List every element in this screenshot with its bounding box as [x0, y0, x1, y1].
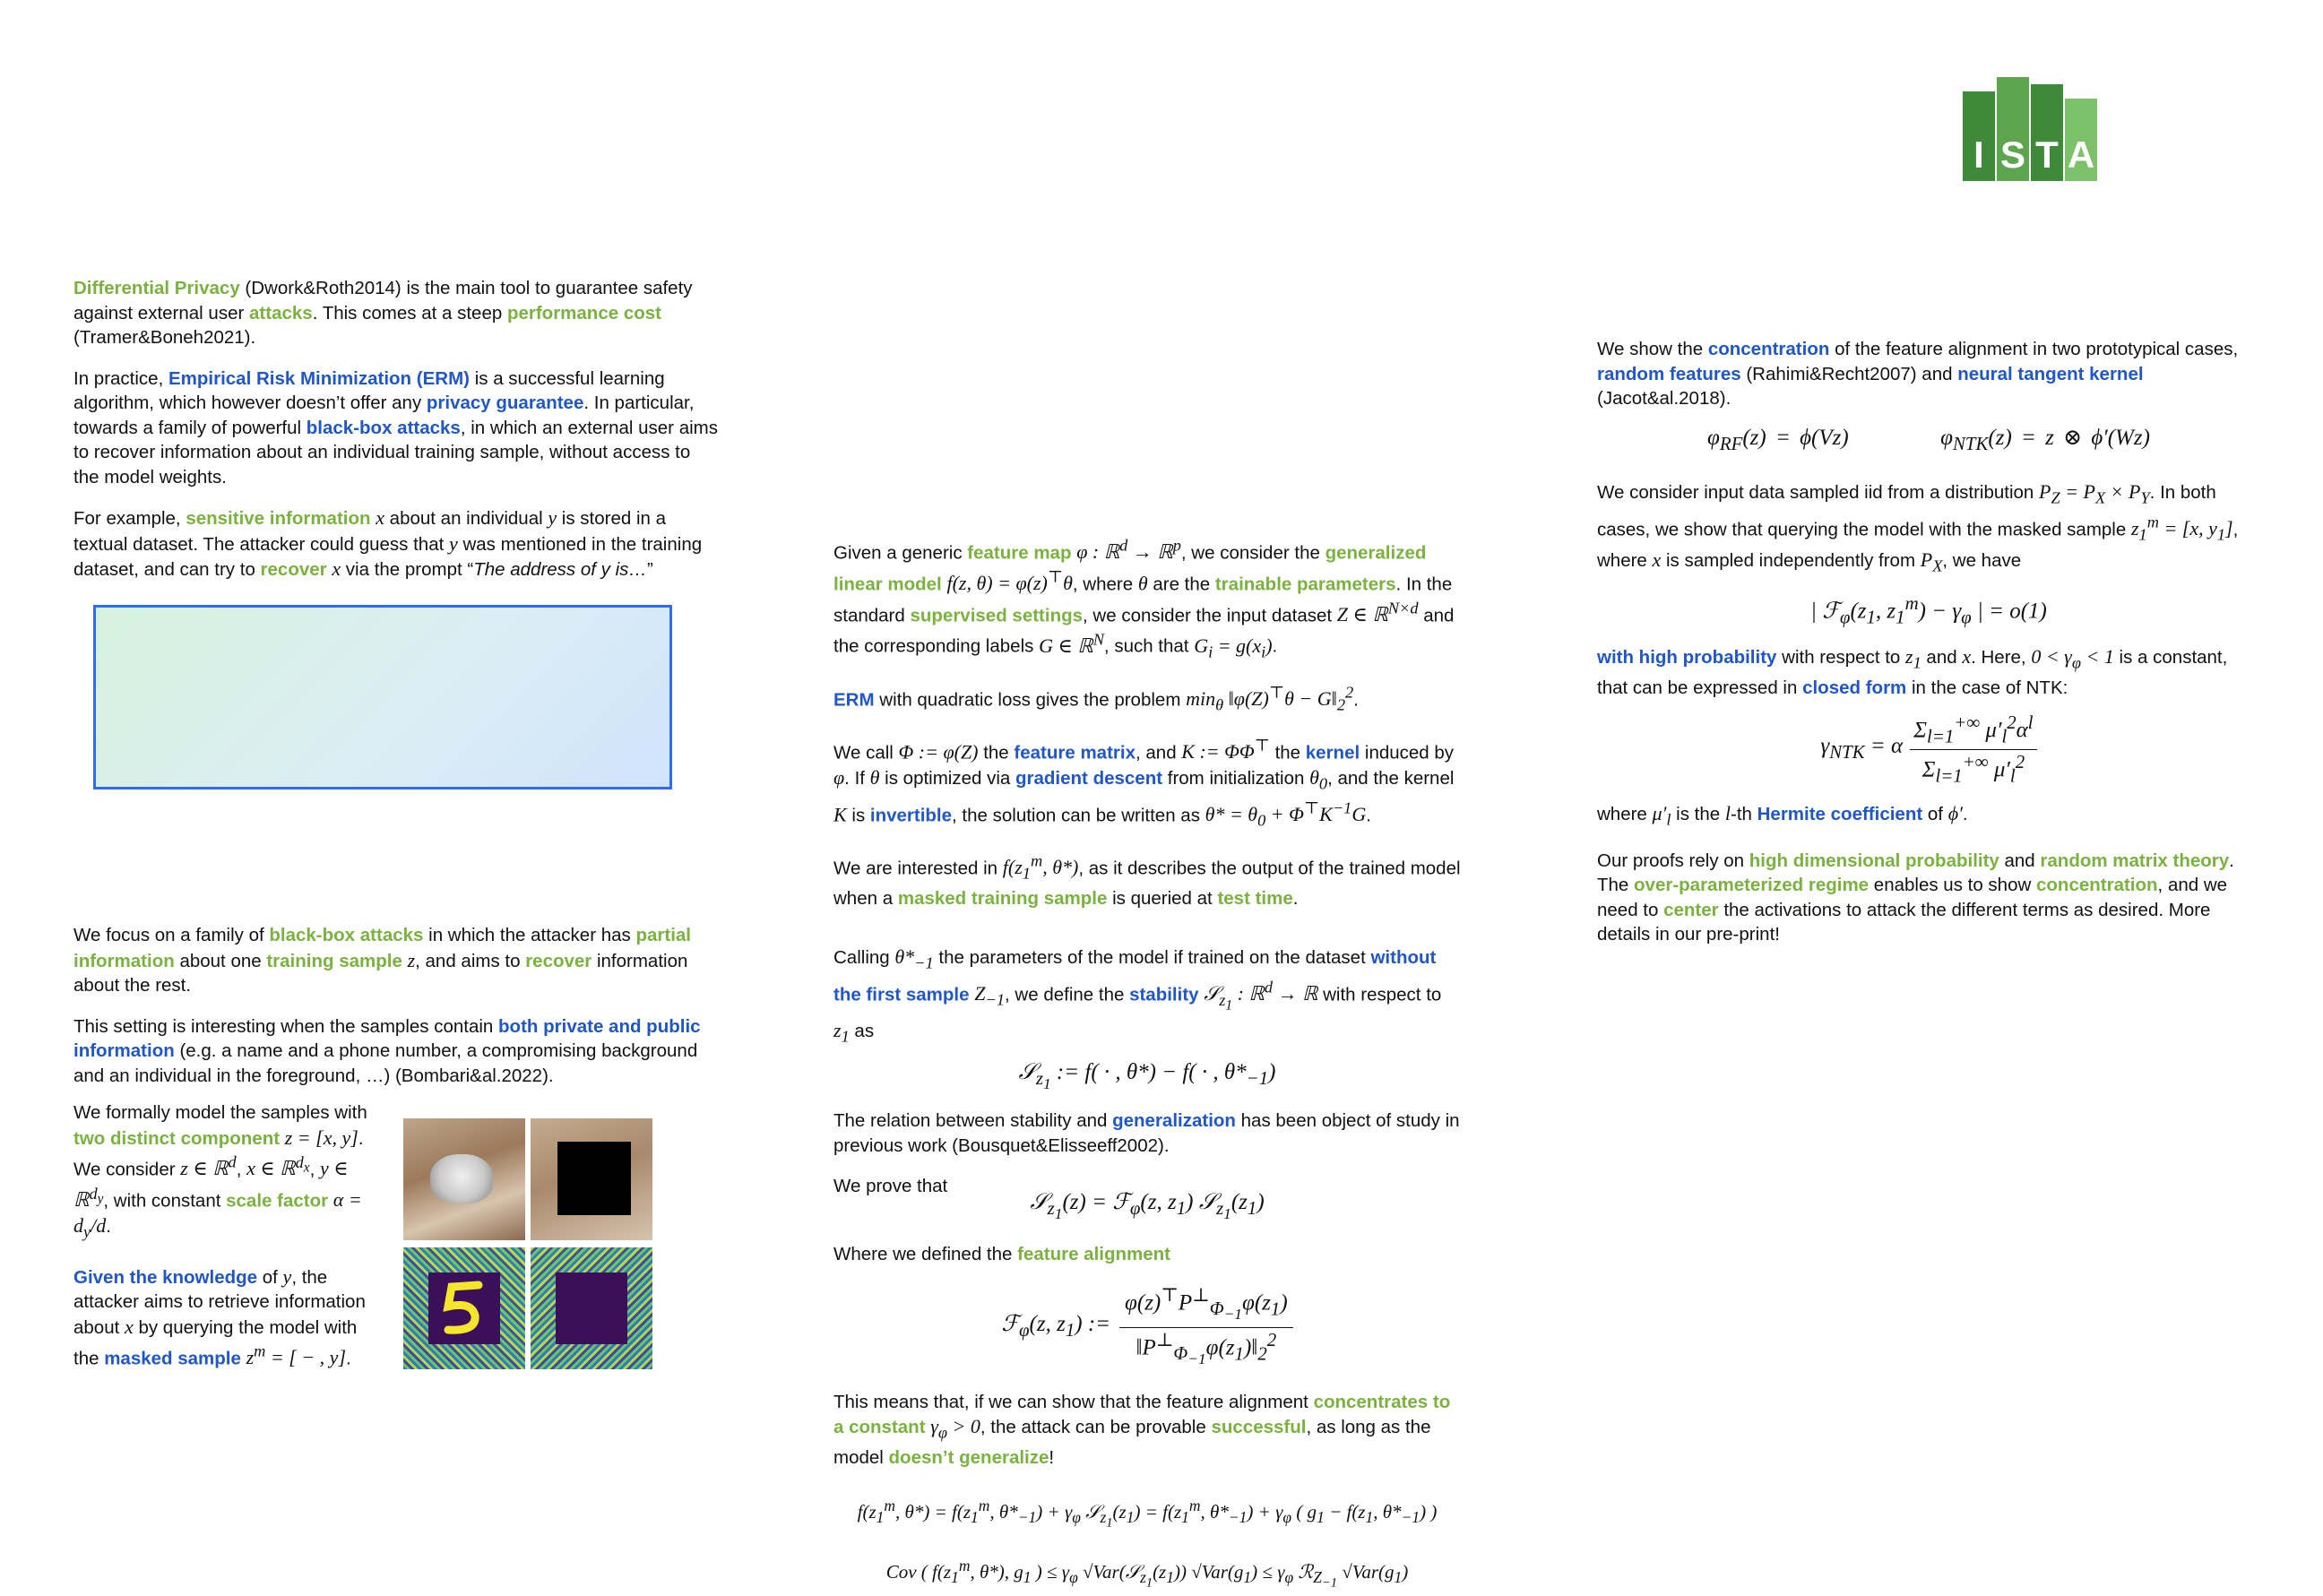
- attack-model-text: We formally model the samples with two distinct component z = [x, y]. We consider z ∈ ℝ$^d$, x ∈ ℝ$^{d_x}$, y ∈ ℝ$^{d_y}$, with constant scale factor $\alpha = d_y/d$. Given the knowledge of y, the attacker aims to retrieve information about x by querying the model with the masked sample $z^m$ = [ − , y].: [73, 1102, 367, 1369]
- bottom-charts-svg: [1577, 918, 2276, 1106]
- svg-text:I: I: [1973, 134, 1984, 176]
- cat-image-full: [403, 1118, 525, 1240]
- glr-text: Given a generic feature map φ : ℝ$^d$ → ℝ$^p$, we consider the generalized linear model f(z, θ) = φ(z)⊤θ, where θ are the trainable parameters. In the standard supervised settings, we consider the input dataset Z ∈ ℝ$^{N\times d}$ and the corresponding labels G ∈ ℝ$^N$, such that $G_i = g(x_i)$. ERM with quadratic loss gives the problem $\min_\theta$ ‖φ(Z)⊤θ − $G‖_2^2$. We call Φ := φ(Z) the feature matrix, and K := ΦΦ⊤ the kernel induced by φ. If θ is optimized via gradient descent from initialization $\theta_0$, and the kernel K is invertible, the solution can be written as $\theta* = \theta_0 + \Phi^⊤K^{-1}G$. We are interested in $f(z_1^m$, θ*), as it describes the output of the trained model when a masked training sample is queried at test time.: [833, 537, 1461, 910]
- arxiv-qr-code[interactable]: [2094, 1272, 2255, 1434]
- attack-equation: $f(z_1^m$, $\theta*) = f(z_1^m$, $\theta*_{-1}) + \gamma_\varphi$ $𝒮_{z_1}(z_1) = f(z_1^m$, $\theta*_{-1}) + \gamma_\varphi$ ( $g_1 - f(z_1$, $\theta*_{-1}$) ): [857, 1496, 1438, 1531]
- research-question-box: [93, 605, 672, 789]
- svg-text:T: T: [2035, 134, 2059, 176]
- cat-image-masked: [531, 1118, 652, 1240]
- concentration-equation: | $ℱ_\varphi(z_1$, $z_1^m) - \gamma_\varphi$ | = o(1): [1810, 592, 2047, 628]
- info-text: Differential Privacy (Dwork&Roth2014) is the main tool to guarantee safety against external user attacks. This comes at a steep performance cost (Tramer&Boneh2021). In practice, Empirical Risk Minimization (ERM) is a successful learning algorithm, which however doesn’t offer any privacy guarantee. In particular, towards a family of powerful black-box attacks, in which an external user aims to recover information about an individual training sample, without access to the model weights. For example, sensitive information x about an individual y is stored in a textual dataset. The attacker could guess that y was mentioned in the training dataset, and can try to recover x via the prompt “The address of y is…”: [73, 278, 718, 580]
- stability-alignment-equation: 𝒮$_{z_1}$(z) = ℱ$_\varphi$(z, $z_1$) $𝒮_{z_1}(z_1)$: [1030, 1189, 1265, 1222]
- charts-bottom-row: [1577, 918, 2276, 1106]
- cat-face-icon: [430, 1154, 493, 1203]
- digit-five-icon: [428, 1272, 500, 1344]
- mask-square: [556, 1272, 627, 1344]
- mnist-image-full: [403, 1247, 525, 1369]
- attack-text: We focus on a family of black-box attacks in which the attacker has partial information about one training sample z, and aims to recover information about the rest. This setting is interesting when the samples contain both private and public information (e.g. a name and a phone number, a compromising background and an individual in the foreground, …) (Bombari&al.2022).: [73, 925, 701, 1086]
- svg-text:S: S: [1999, 134, 2026, 176]
- top-charts-svg: [807, 265, 1506, 444]
- ista-logo: [1963, 73, 2241, 181]
- covariance-equation: Cov ( $f(z_1^m$, θ*), $g_1$ ) ≤ $\gamma_\varphi$ $√Var(𝒮_{z_1}(z_1)) √Var(g_1) \le \gamma_\varphi$ ℛ$_{Z_{-1}}$ $√Var(g_1)$: [885, 1557, 1409, 1591]
- rf-ntk-definitions: $\varphi_{RF}(z) = \phi(Vz)$ $\varphi_{NTK}(z) = z$ ⊗ ϕ′(Wz): [1707, 425, 2150, 454]
- svg-text:A: A: [2067, 134, 2095, 176]
- gamma-ntk-equation: $\gamma_{NTK} = \alpha$ $\Sigma_{l=1}^{+\infty}$ $\mu'_l^2\alpha^l$ $\Sigma_{l=1}^{+\infty}$ $\mu'_l^2$: [1597, 711, 2260, 789]
- feature-alignment-equation: ℱ$_\varphi$(z, $z_1$) := $\frac{\varphi(z)^⊤P^\perp_{\Phi_{-1}}\varphi(z_1)}{‖P^\perp_{\Phi_{-1}}\varphi(z_1)‖_2^2}$: [833, 1283, 1461, 1372]
- mnist-digit-area: [428, 1272, 500, 1344]
- ista-logo-mark: [1963, 73, 2241, 181]
- stability-equation: 𝒮$_{z_1}$ := f( · , θ*) − f( · , $\theta*_{-1}$): [1018, 1059, 1276, 1092]
- references-list: [1597, 1160, 2018, 1169]
- stab-text: Calling $\theta*_{-1}$ the parameters of the model if trained on the dataset without the first sample $Z_{-1}$, we define the stability 𝒮$_{z_1}$ : ℝ$^d$ → ℝ with respect to $z_1$ as 𝒮$_{z_1}$ := f( · , θ*) − f( · , $\theta*_{-1}$) The relation between stability and generalization has been object of study in previous work (Bousquet&Elisseeff2002). We prove that 𝒮$_{z_1}$(z) = ℱ$_\varphi$(z, $z_1$) $𝒮_{z_1}(z_1)$ Where we defined the feature alignment ℱ$_\varphi$(z, $z_1$) := $\frac{\varphi(z)^⊤P^\perp_{\Phi_{-1}}\varphi(z_1)}{‖P^\perp_{\Phi_{-1}}\varphi(z_1)‖_2^2}$ This means that, if we can show that the feature alignment concentrates to a constant $\gamma_\varphi > 0$, the attack can be provable successful, as long as the model doesn’t generalize! $f(z_1^m$, $\theta*) = f(z_1^m$, $\theta*_{-1}) + \gamma_\varphi$ $𝒮_{z_1}(z_1) = f(z_1^m$, $\theta*_{-1}) + \gamma_\varphi$ ( $g_1 - f(z_1$, $\theta*_{-1}$) ) Cov ( $f(z_1^m$, θ*), $g_1$ ) ≤ $\gamma_\varphi$ $√Var(𝒮_{z_1}(z_1)) √Var(g_1) \le \gamma_\varphi$ ℛ$_{Z_{-1}}$ $√Var(g_1)$: [833, 945, 1461, 1596]
- mask-square: [557, 1142, 631, 1215]
- charts-top-row: [807, 265, 1506, 444]
- mnist-image-masked: [531, 1247, 652, 1369]
- rf-text: We show the concentration of the feature alignment in two prototypical cases, random features (Rahimi&Recht2007) and neural tangent kernel (Jacot&al.2018). $\varphi_{RF}(z) = \phi(Vz)$ $\varphi_{NTK}(z) = z$ ⊗ ϕ′(Wz) We consider input data sampled iid from a distribution $P_Z = P_X \times P_Y$. In both cases, we show that querying the model with the masked sample $z_1^m = [x$, $y_1$], where x is sampled independently from $P_X$, we have | $ℱ_\varphi(z_1$, $z_1^m) - \gamma_\varphi$ | = o(1) with high probability with respect to $z_1$ and x. Here, $0 < \gamma_\varphi < 1$ is a constant, that can be expressed in closed form in the case of NTK: $\gamma_{NTK} = \alpha$ $\Sigma_{l=1}^{+\infty}$ $\mu'_l^2\alpha^l$ $\Sigma_{l=1}^{+\infty}$ $\mu'_l^2$ where $\mu'_l$ is the l-th Hermite coefficient of ϕ′. Our proofs rely on high dimensional probability and random matrix theory. The over-parameterized regime enables us to show concentration, and we need to center the activations to attack the different terms as desired. More details in our pre-print!: [1597, 337, 2260, 963]
